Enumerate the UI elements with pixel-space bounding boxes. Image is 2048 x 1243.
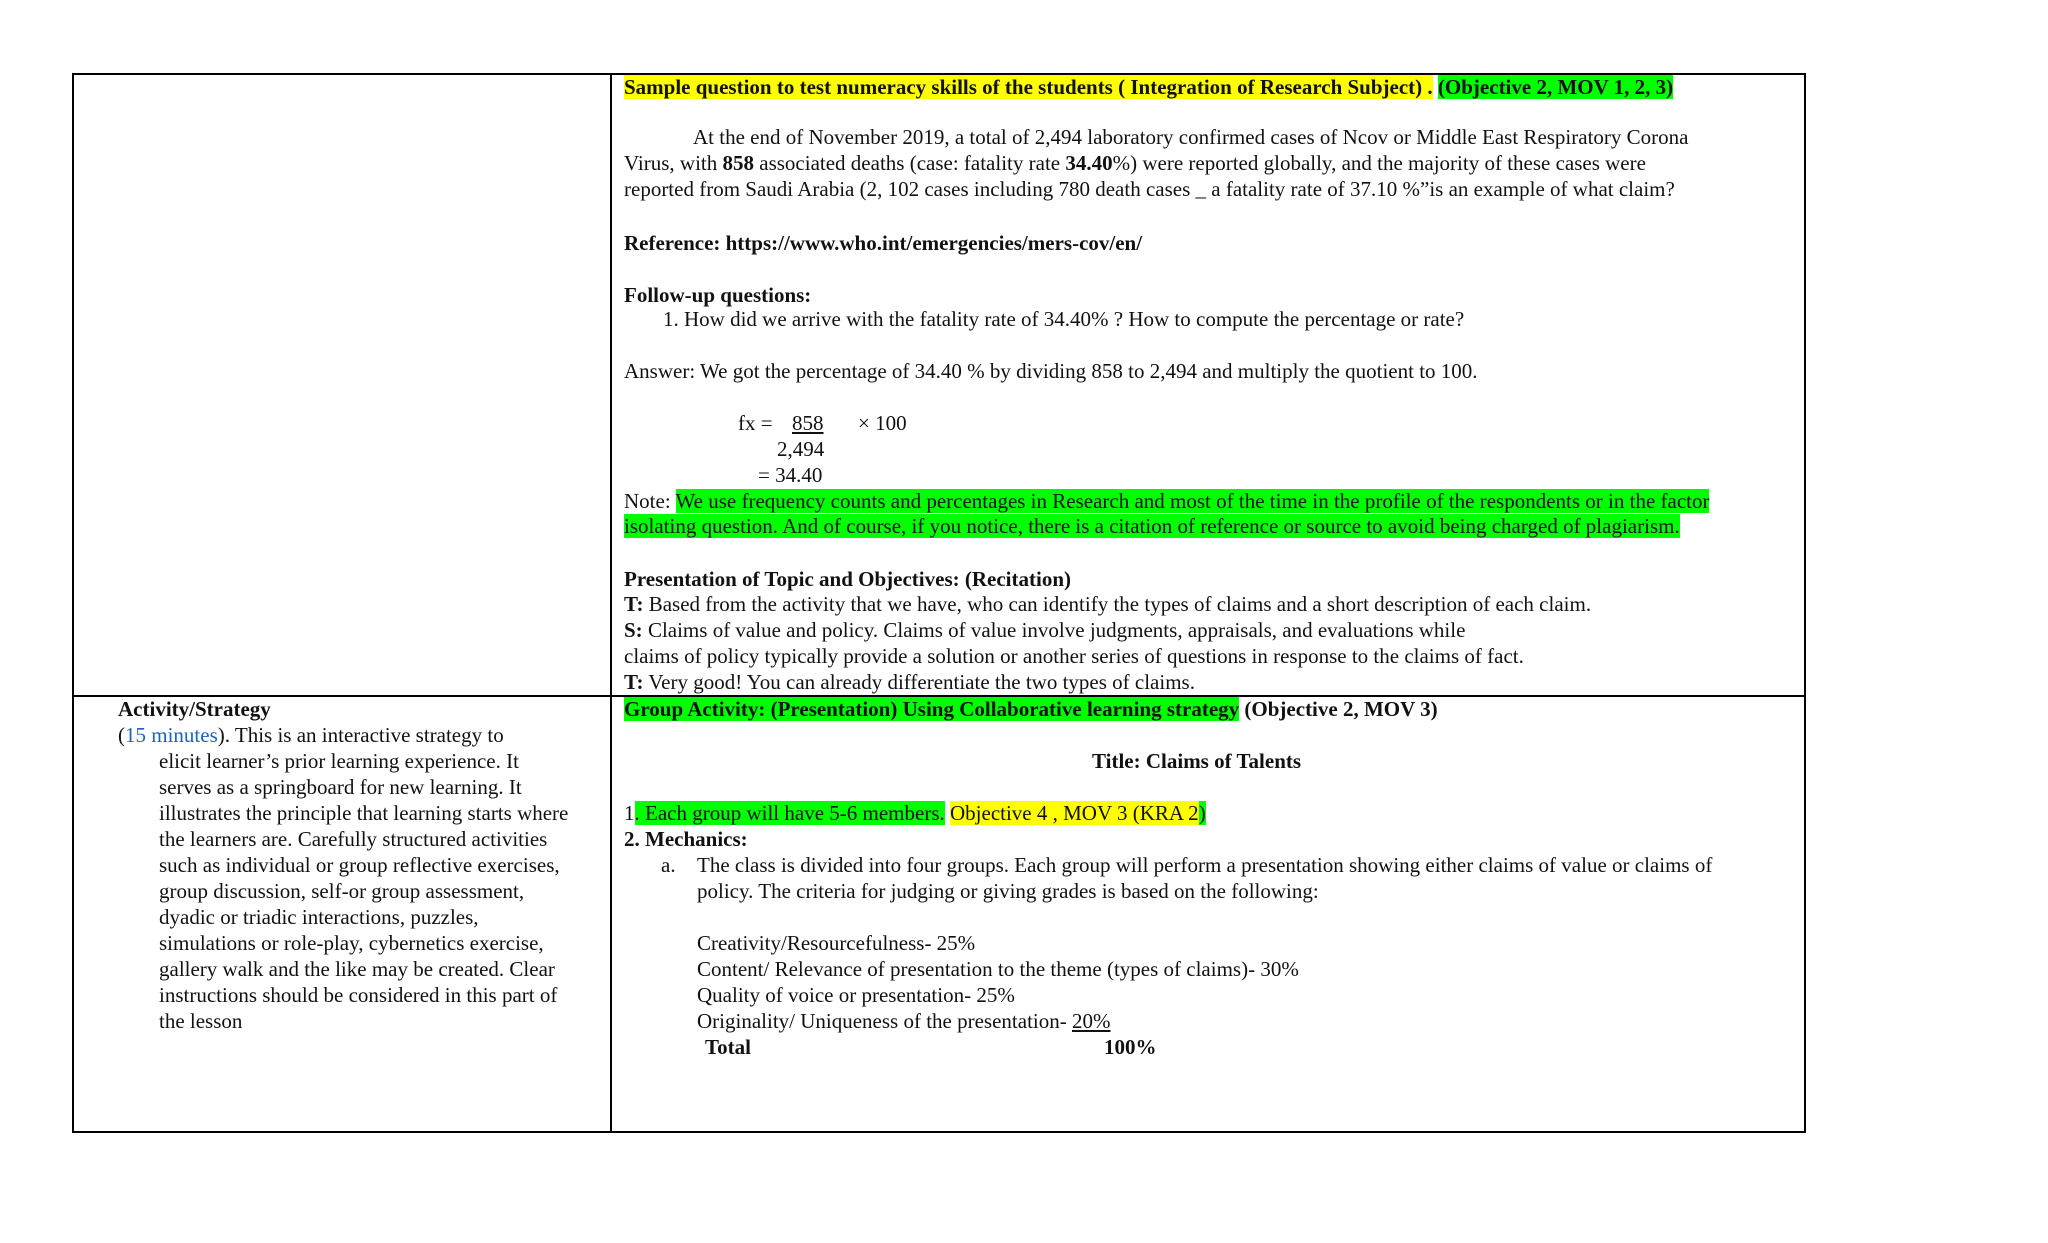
objective-tag-close: ) (1198, 801, 1206, 825)
formula-denominator: 2,494 (777, 437, 825, 461)
student-text: Claims of value and policy. Claims of value involve judgments, appraisals, and evaluations while (647, 618, 1466, 642)
note-label: Note: (624, 489, 671, 513)
para-text: Virus, with (624, 151, 718, 175)
para-text: %) were reported globally, and the majority of these cases were (1112, 151, 1646, 175)
group-activity-heading (624, 696, 1438, 722)
followup-question-1: 1. How did we arrive with the fatality rate of 34.40% ? How to compute the percentage or rate? (663, 307, 1465, 331)
criteria-text: Originality/ Uniqueness of the presentation- (697, 1009, 1067, 1033)
activity-line: gallery walk and the like may be created. Clear (159, 957, 555, 981)
activity-line: instructions should be considered in this part of (159, 983, 558, 1007)
criteria-item: Quality of voice or presentation- 25% (697, 983, 1015, 1007)
question-para-line3: reported from Saudi Arabia (2, 102 cases including 780 death cases _ a fatality rate of 37.10 %”is an example of what claim? (624, 177, 1675, 201)
formula-lhs: fx = (738, 411, 773, 435)
student-label: S: (624, 618, 643, 642)
criteria-item: Content/ Relevance of presentation to the theme (types of claims)- 30% (697, 957, 1299, 981)
activity-line: elicit learner’s prior learning experience. It (159, 749, 519, 773)
heading-objective: (Objective 2, MOV 1, 2, 3) (1437, 75, 1674, 99)
para-text: associated deaths (case: fatality rate (759, 151, 1061, 175)
heading-yellow: Sample question to test numeracy skills of the students ( Integration of Research Subject) . (624, 75, 1433, 99)
presentation-title: Presentation of Topic and Objectives: (Recitation) (624, 567, 1071, 591)
activity-line: the learners are. Carefully structured activities (159, 827, 548, 851)
activity-line: simulations or role-play, cybernetics exercise, (159, 931, 544, 955)
activity-title: Title: Claims of Talents (1092, 749, 1302, 773)
mechanics-a-line1: The class is divided into four groups. Each group will perform a presentation showing either claims of value or claims of (697, 853, 1713, 877)
activity-line: dyadic or triadic interactions, puzzles, (159, 905, 479, 929)
sample-question-heading (624, 74, 1673, 100)
criteria-item: Creativity/Resourcefulness- 25% (697, 931, 976, 955)
teacher-line-1 (624, 591, 1591, 617)
mechanics-a-label: a. (661, 853, 676, 877)
teacher-label: T: (624, 670, 644, 694)
objective-tag: Objective 4 , MOV 3 (KRA 2 (950, 801, 1199, 825)
followup-title: Follow-up questions: (624, 283, 812, 307)
note-highlight: isolating question. And of course, if you notice, there is a citation of reference or source to avoid being charged of plagiarism. (624, 514, 1680, 538)
activity-line-1 (118, 722, 504, 748)
deaths-count: 858 (722, 151, 754, 175)
teacher-text: Based from the activity that we have, who can identify the types of claims and a short description of each claim. (648, 592, 1592, 616)
activity-line: group discussion, self-or group assessment, (159, 879, 525, 903)
formula-times: × 100 (858, 411, 907, 435)
activity-line: illustrates the principle that learning starts where (159, 801, 569, 825)
activity-line: such as individual or group reflective exercises, (159, 853, 560, 877)
reference: Reference: https://www.who.int/emergencies/mers-cov/en/ (624, 231, 1143, 255)
teacher-label: T: (624, 592, 644, 616)
item-number: 1 (624, 801, 635, 825)
note-highlight: We use frequency counts and percentages in Research and most of the time in the profile of the respondents or in the factor (675, 489, 1710, 513)
teacher-text: Very good! You can already differentiate the two types of claims. (648, 670, 1195, 694)
fatality-rate: 34.40 (1065, 151, 1113, 175)
formula-numerator: 858 (792, 411, 824, 435)
note-line2 (624, 513, 1680, 539)
group-activity-label: Group Activity: (Presentation) Using Collaborative learning strategy (624, 697, 1240, 721)
total-value: 100% (1104, 1035, 1157, 1059)
duration: 15 minutes (125, 723, 218, 747)
group-size: . Each group will have 5-6 members. (634, 801, 945, 825)
group-activity-objective: (Objective 2, MOV 3) (1244, 697, 1438, 721)
total-label: Total (705, 1035, 751, 1059)
column-divider (610, 75, 612, 1131)
question-para-line1: At the end of November 2019, a total of 2,494 laboratory confirmed cases of Ncov or Middle East Respiratory Corona (693, 125, 1689, 149)
answer: Answer: We got the percentage of 34.40 % by dividing 858 to 2,494 and multiply the quotient to 100. (624, 359, 1478, 383)
student-line-2: claims of policy typically provide a solution or another series of questions in response to the claims of fact. (624, 644, 1524, 668)
activity-text: ). This is an interactive strategy to (217, 723, 504, 747)
activity-line: the lesson (159, 1009, 243, 1033)
question-para-line2 (624, 150, 1646, 176)
paren: ( (118, 723, 125, 747)
student-line (624, 617, 1465, 643)
formula-result: = 34.40 (758, 463, 823, 487)
mechanics-a-line2: policy. The criteria for judging or giving grades is based on the following: (697, 879, 1319, 903)
mechanics-title: 2. Mechanics: (624, 827, 748, 851)
mechanics-item-1 (624, 800, 1206, 826)
criteria-item-last (697, 1008, 1111, 1034)
activity-strategy-title: Activity/Strategy (118, 697, 271, 721)
note-line1 (624, 488, 1709, 514)
teacher-line-2 (624, 669, 1195, 695)
activity-line: serves as a springboard for new learning. It (159, 775, 522, 799)
criteria-value: 20% (1072, 1009, 1111, 1033)
